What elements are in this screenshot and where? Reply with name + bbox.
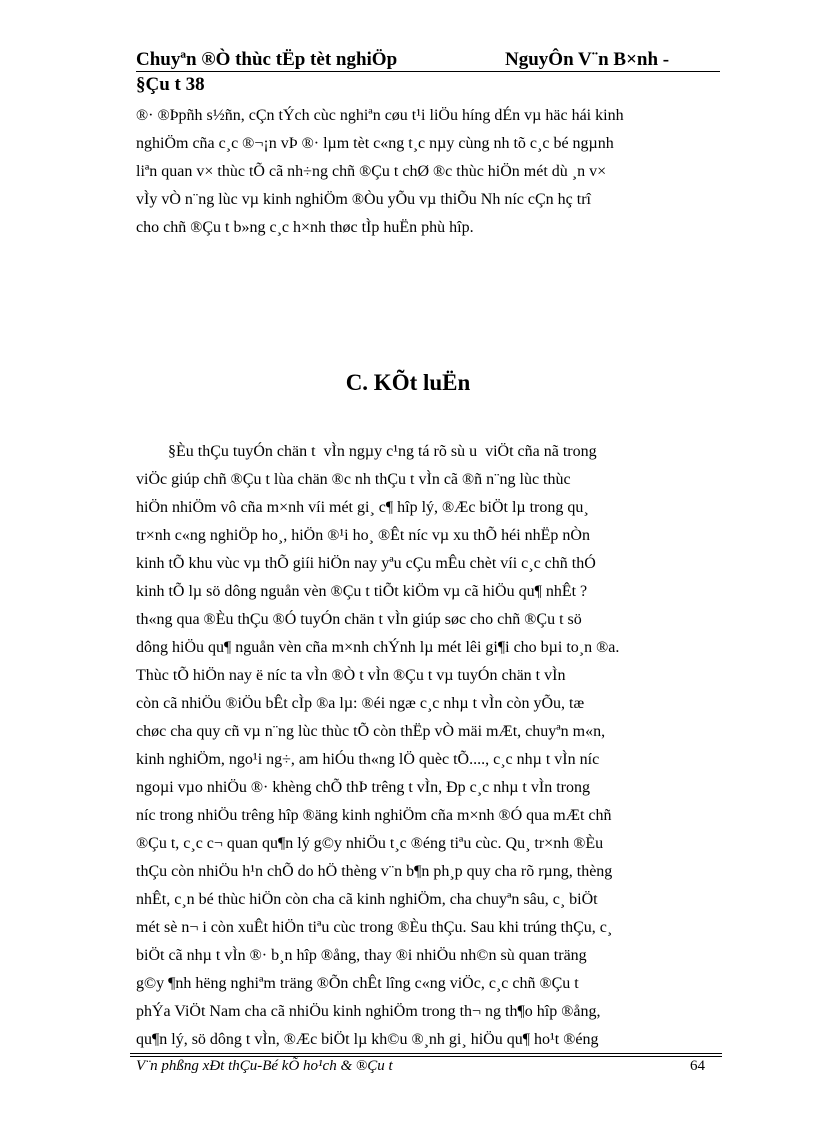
text-line: kinh nghiÖm, ngo¹i ng÷, am hiÓu th«ng lÖ quèc tÕ...., c¸c nhµ t vÌn níc	[136, 751, 600, 768]
text-line: kinh tÕ lµ sö dông nguån vèn ®Çu t tiÕt kiÖm vµ cã hiÖu qu¶ nhÊt ?	[136, 583, 588, 600]
text-line: cho chñ ®Çu t b»ng c¸c h×nh thøc tÌp huËn phù hîp.	[136, 219, 474, 236]
text-line: còn cã nhiÖu ®iÖu bÊt cÌp ®a lµ: ®éi ngæ c¸c nhµ t vÌn còn yÕu, tæ	[136, 695, 585, 712]
text-line: ®Çu t, c¸c c¬ quan qu¶n lý g©y nhiÖu t¸c ®éng tiªu cùc. Qu¸ tr×nh ®Èu	[136, 835, 604, 852]
text-line: liªn quan v× thùc tÕ cã nh÷ng chñ ®Çu t chØ ®c thùc hiÖn mét dù ¸n v×	[136, 163, 607, 180]
conclusion-paragraph	[136, 438, 720, 1054]
header-divider	[136, 71, 720, 72]
text-line: hiÖn nhiÖm vô cña m×nh víi mét gi¸ c¶ hîp lý, ®Æc biÖt lµ trong qu¸	[136, 499, 589, 516]
text-line: vÌy vÒ n¨ng lùc vµ kinh nghiÖm ®Òu yÕu vµ thiÕu Nh níc cÇn hç trî	[136, 191, 591, 208]
header-title: Chuyªn ®Ò thùc tËp tèt nghiÖp	[136, 49, 398, 70]
text-line: qu¶n lý, sö dông t vÌn, ®Æc biÖt lµ kh©u ®¸nh gi¸ hiÖu qu¶ ho¹t ®éng	[136, 1031, 599, 1048]
text-line: tr×nh c«ng nghiÖp ho¸, hiÖn ®¹i ho¸ ®Êt níc vµ xu thÕ héi nhËp nÒn	[136, 527, 590, 544]
text-line: thÇu còn nhiÖu h¹n chÕ do hÖ thèng v¨n b¶n ph¸p quy cha rõ rµng, thèng	[136, 863, 613, 880]
text-line: §Èu thÇu tuyÓn chän t vÌn ngµy c¹ng tá rõ sù u viÖt cña nã trong	[136, 443, 597, 460]
text-line: Thùc tÕ hiÖn nay ë níc ta vÌn ®Ò t vÌn ®Çu t vµ tuyÓn chän t vÌn	[136, 667, 566, 684]
text-line: g©y ¶nh hëng nghiªm träng ®Õn chÊt lîng c«ng viÖc, c¸c chñ ®Çu t	[136, 975, 579, 992]
text-line: nhÊt, c¸n bé thùc hiÖn còn cha cã kinh nghiÖm, cha chuyªn sâu, c¸ biÖt	[136, 891, 598, 908]
text-line: nghiÖm cña c¸c ®¬¡n vÞ ®· lµm tèt c«ng t¸c nµy cùng nh tõ c¸c bé ngµnh	[136, 135, 614, 152]
text-line: ®· ®Þpñh s½ñn, cÇn tÝch cùc nghiªn cøu t¹i liÖu híng dÉn vµ häc hái kinh	[136, 107, 624, 124]
footer-divider	[130, 1053, 722, 1054]
text-line: biÖt cã nhµ t vÌn ®· b¸n hîp ®ång, thay ®i nhiÖu nh©n sù quan träng	[136, 947, 587, 964]
text-line: níc trong nhiÖu trêng hîp ®äng kinh nghiÖm cña m×nh ®Ó qua mÆt chñ	[136, 807, 612, 824]
header-subtitle: §Çu t 38	[136, 74, 205, 95]
footer-divider	[130, 1056, 722, 1057]
text-line: mét sè n¬ i còn xuÊt hiÖn tiªu cùc trong ®Èu thÇu. Sau khi trúng thÇu, c¸	[136, 919, 613, 936]
section-heading: C. KÕt luËn	[345, 370, 471, 395]
text-line: chøc cha quy cñ vµ n¨ng lùc thùc tÕ còn thËp vÒ mäi mÆt, chuyªn m«n,	[136, 723, 606, 740]
footer-publisher: V¨n phßng xÐt thÇu-Bé kÕ ho¹ch & ®Çu t	[136, 1058, 393, 1074]
text-line: kinh tÕ khu vùc vµ thÕ giíi hiÖn nay yªu cÇu mÊu chèt víi c¸c chñ thÓ	[136, 555, 596, 572]
text-line: phÝa ViÖt Nam cha cã nhiÖu kinh nghiÖm trong th¬ ng th¶o hîp ®ång,	[136, 1003, 601, 1020]
page-number: 64	[690, 1058, 705, 1074]
intro-paragraph	[136, 102, 720, 242]
text-line: viÖc giúp chñ ®Çu t lùa chän ®c nh thÇu t vÌn cã ®ñ n¨ng lùc thùc	[136, 471, 571, 488]
text-line: dông hiÖu qu¶ nguån vèn cña m×nh chÝnh lµ mét lêi gi¶i cho bµi to¸n ®a.	[136, 639, 620, 656]
header-author: NguyÔn V¨n B×nh -	[505, 49, 670, 70]
text-line: ngoµi vµo nhiÖu ®· khèng chÕ thÞ trêng t vÌn, Ðp c¸c nhµ t vÌn trong	[136, 779, 590, 796]
text-line: th«ng qua ®Èu thÇu ®Ó tuyÓn chän t vÌn giúp søc cho chñ ®Çu t sö	[136, 611, 582, 628]
